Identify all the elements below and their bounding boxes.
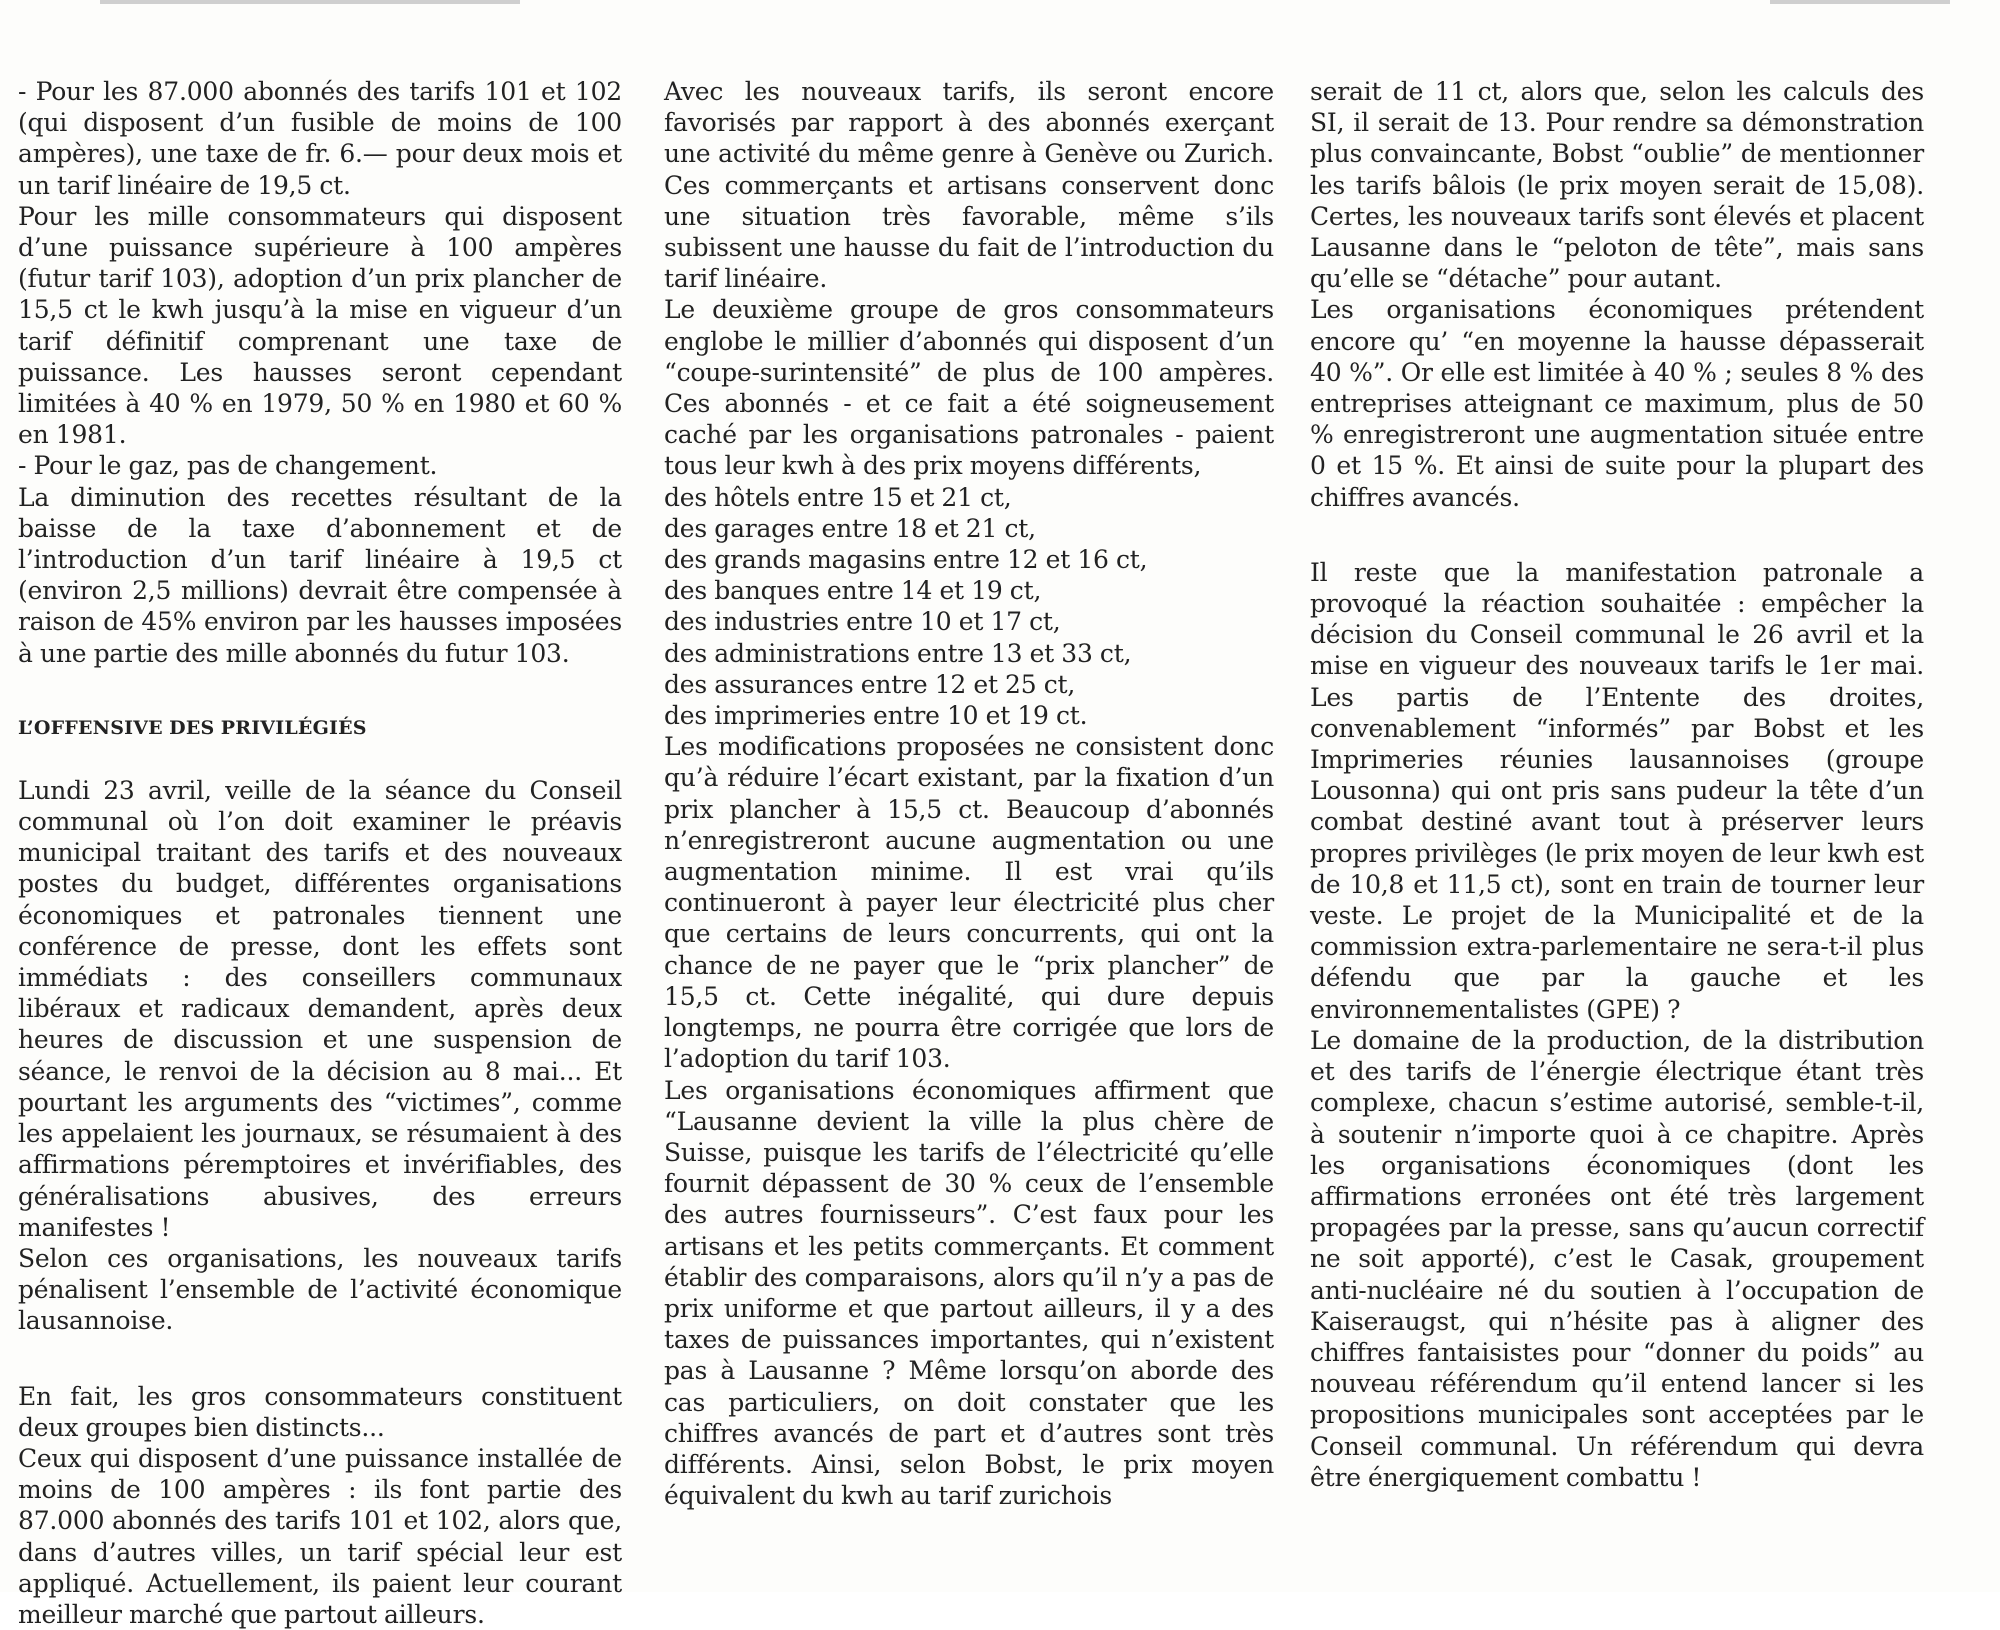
paragraph: Selon ces organisations, les nouveaux tarifs pénalisent l’ensemble de l’activité économique lausannoise.: [18, 1243, 622, 1336]
price-list-item: des imprimeries entre 10 et 19 ct.: [664, 701, 1088, 731]
price-list-item: des hôtels entre 15 et 21 ct,: [664, 482, 1012, 512]
paragraph: Le deuxième groupe de gros consommateurs englobe le millier d’abonnés qui disposent d’un “coupe-surintensité” de plus de 100 ampères. Ces abonnés - et ce fait a été soigneusement caché par les organisations patronales - paient tous leur kwh à des prix moyens différents,: [664, 295, 1274, 481]
paragraph: serait de 11 ct, alors que, selon les calculs des SI, il serait de 13. Pour rendre sa démonstration plus convaincante, Bobst “oublie” de mentionner les tarifs bâlois (le prix moyen serait de 15,08). Certes, les nouveaux tarifs sont élevés et placent Lausanne dans le “peloton de tête”, mais sans qu’elle se “détache” pour autant.: [1310, 77, 1924, 294]
heading-spacer: [18, 744, 622, 775]
paragraph: - Pour les 87.000 abonnés des tarifs 101 et 102 (qui disposent d’un fusible de moins de 100 ampères), une taxe de fr. 6.— pour deux mois et un tarif linéaire de 19,5 ct.: [18, 77, 622, 200]
text-column-3: [1310, 76, 1924, 1493]
price-list-item: des assurances entre 12 et 25 ct,: [664, 669, 1076, 699]
price-list-item: des administrations entre 13 et 33 ct,: [664, 638, 1132, 668]
paragraph: En fait, les gros consommateurs constituent deux groupes bien distincts...: [18, 1381, 622, 1442]
section-spacer: [18, 669, 622, 713]
paragraph: Ceux qui disposent d’une puissance installée de moins de 100 ampères : ils font partie des 87.000 abonnés des tarifs 101 et 102, alors que, dans d’autres villes, un tarif spécial leur est appliqué. Actuellement, ils paient leur courant meilleur marché que partout ailleurs.: [18, 1443, 622, 1629]
paragraph: Avec les nouveaux tarifs, ils seront encore favorisés par rapport à des abonnés exerçant une activité du même genre à Genève ou Zurich. Ces commerçants et artisans conservent donc une situation très favorable, même s’ils subissent une hausse du fait de l’introduction du tarif linéaire.: [664, 77, 1274, 294]
top-rule-left: [100, 0, 520, 4]
paragraph: Les organisations économiques prétendent encore qu’ “en moyenne la hausse dépasserait 40 %”. Or elle est limitée à 40 % ; seules 8 % des entreprises atteignant ce maximum, plus de 50 % enregistreront une augmentation située entre 0 et 15 %. Et ainsi de suite pour la plupart des chiffres avancés.: [1310, 295, 1924, 512]
paragraph: - Pour le gaz, pas de changement.: [18, 451, 438, 481]
price-list-item: des industries entre 10 et 17 ct,: [664, 607, 1061, 637]
paragraph: La diminution des recettes résultant de la baisse de la taxe d’abonnement et de l’introduction d’un tarif linéaire à 19,5 ct (environ 2,5 millions) devrait être compensée à raison de 45% environ par les hausses imposées à une partie des mille abonnés du futur 103.: [18, 482, 622, 668]
paragraph: Le domaine de la production, de la distribution et des tarifs de l’énergie électrique étant très complexe, chacun s’estime autorisé, semble-t-il, à soutenir n’importe quoi à ce chapitre. Après les organisations économiques (dont les affirmations erronées ont été très largement propagées par la presse, sans qu’aucun correctif ne soit apporté), c’est le Casak, groupement anti-nucléaire né du soutien à l’occupation de Kaiseraugst, qui n’hésite pas à aligner des chiffres fantaisistes pour “donner du poids” au nouveau référendum qu’il entend lancer si les propositions municipales sont acceptées par le Conseil communal. Un référendum qui devra être énergiquement combattu !: [1310, 1025, 1924, 1492]
text-column-2: [664, 76, 1274, 1511]
paragraph: Il reste que la manifestation patronale a provoqué la réaction souhaitée : empêcher la décision du Conseil communal le 26 avril et la mise en vigueur des nouveaux tarifs le 1er mai. Les partis de l’Entente des droites, convenablement “informés” par Bobst et les Imprimeries réunies lausannoises (groupe Lousonna) qui ont pris sans pudeur la tête d’un combat destiné avant tout à préserver leurs propres privilèges (le prix moyen de leur kwh est de 10,8 et 11,5 ct), sont en train de tourner leur veste. Le projet de la Municipalité et de la commission extra-parlementaire ne sera-t-il plus défendu que par la gauche et les environnementalistes (GPE) ?: [1310, 557, 1924, 1024]
paragraph: Lundi 23 avril, veille de la séance du Conseil communal où l’on doit examiner le préavis municipal traitant des tarifs et des nouveaux postes du budget, différentes organisations économiques et patronales tiennent une conférence de presse, dont les effets sont immédiats : des conseillers communaux libéraux et radicaux demandent, après deux heures de discussion et une suspension de séance, le renvoi de la décision au 8 mai... Et pourtant les arguments des “victimes”, comme les appelaient les journaux, se résumaient à des affirmations péremptoires et invérifiables, des généralisations abusives, des erreurs manifestes !: [18, 775, 622, 1242]
paragraph: Pour les mille consommateurs qui disposent d’une puissance supérieure à 100 ampères (futur tarif 103), adoption d’un prix plancher de 15,5 ct le kwh jusqu’à la mise en vigueur d’un tarif définitif comprenant une taxe de puissance. Les hausses seront cependant limitées à 40 % en 1979, 50 % en 1980 et 60 % en 1981.: [18, 201, 622, 450]
paragraph: Les modifications proposées ne consistent donc qu’à réduire l’écart existant, par la fixation d’un prix plancher à 15,5 ct. Beaucoup d’abonnés n’enregistreront aucune augmentation ou une augmentation minime. Il est vrai qu’ils continueront à payer leur électricité plus cher que certains de leurs concurrents, qui ont la chance de ne payer que le “prix plancher” de 15,5 ct. Cette inégalité, qui dure depuis longtemps, ne pourra être corrigée que lors de l’adoption du tarif 103.: [664, 732, 1274, 1074]
price-list-item: des garages entre 18 et 21 ct,: [664, 513, 1036, 543]
price-list-item: des grands magasins entre 12 et 16 ct,: [664, 545, 1148, 575]
text-column-1: [18, 76, 622, 1630]
top-rule-right: [1770, 0, 1950, 4]
section-heading: L’OFFENSIVE DES PRIVILÉGIÉS: [18, 716, 367, 739]
price-list-item: des banques entre 14 et 19 ct,: [664, 576, 1042, 606]
section-spacer: [1310, 513, 1924, 557]
section-spacer: [18, 1337, 622, 1381]
paragraph: Les organisations économiques affirment que “Lausanne devient la ville la plus chère de Suisse, puisque les tarifs de l’électricité qu’elle fournit dépassent de 30 % ceux de l’ensemble des autres fournisseurs”. C’est faux pour les artisans et les petits commerçants. Et comment établir des comparaisons, alors qu’il n’y a pas de prix uniforme et que partout ailleurs, il y a des taxes de puissances importantes, qui n’existent pas à Lausanne ? Même lorsqu’on aborde des cas particuliers, on doit constater que les chiffres avancés de part et d’autres sont très différents. Ainsi, selon Bobst, le prix moyen équivalent du kwh au tarif zurichois: [664, 1075, 1274, 1511]
